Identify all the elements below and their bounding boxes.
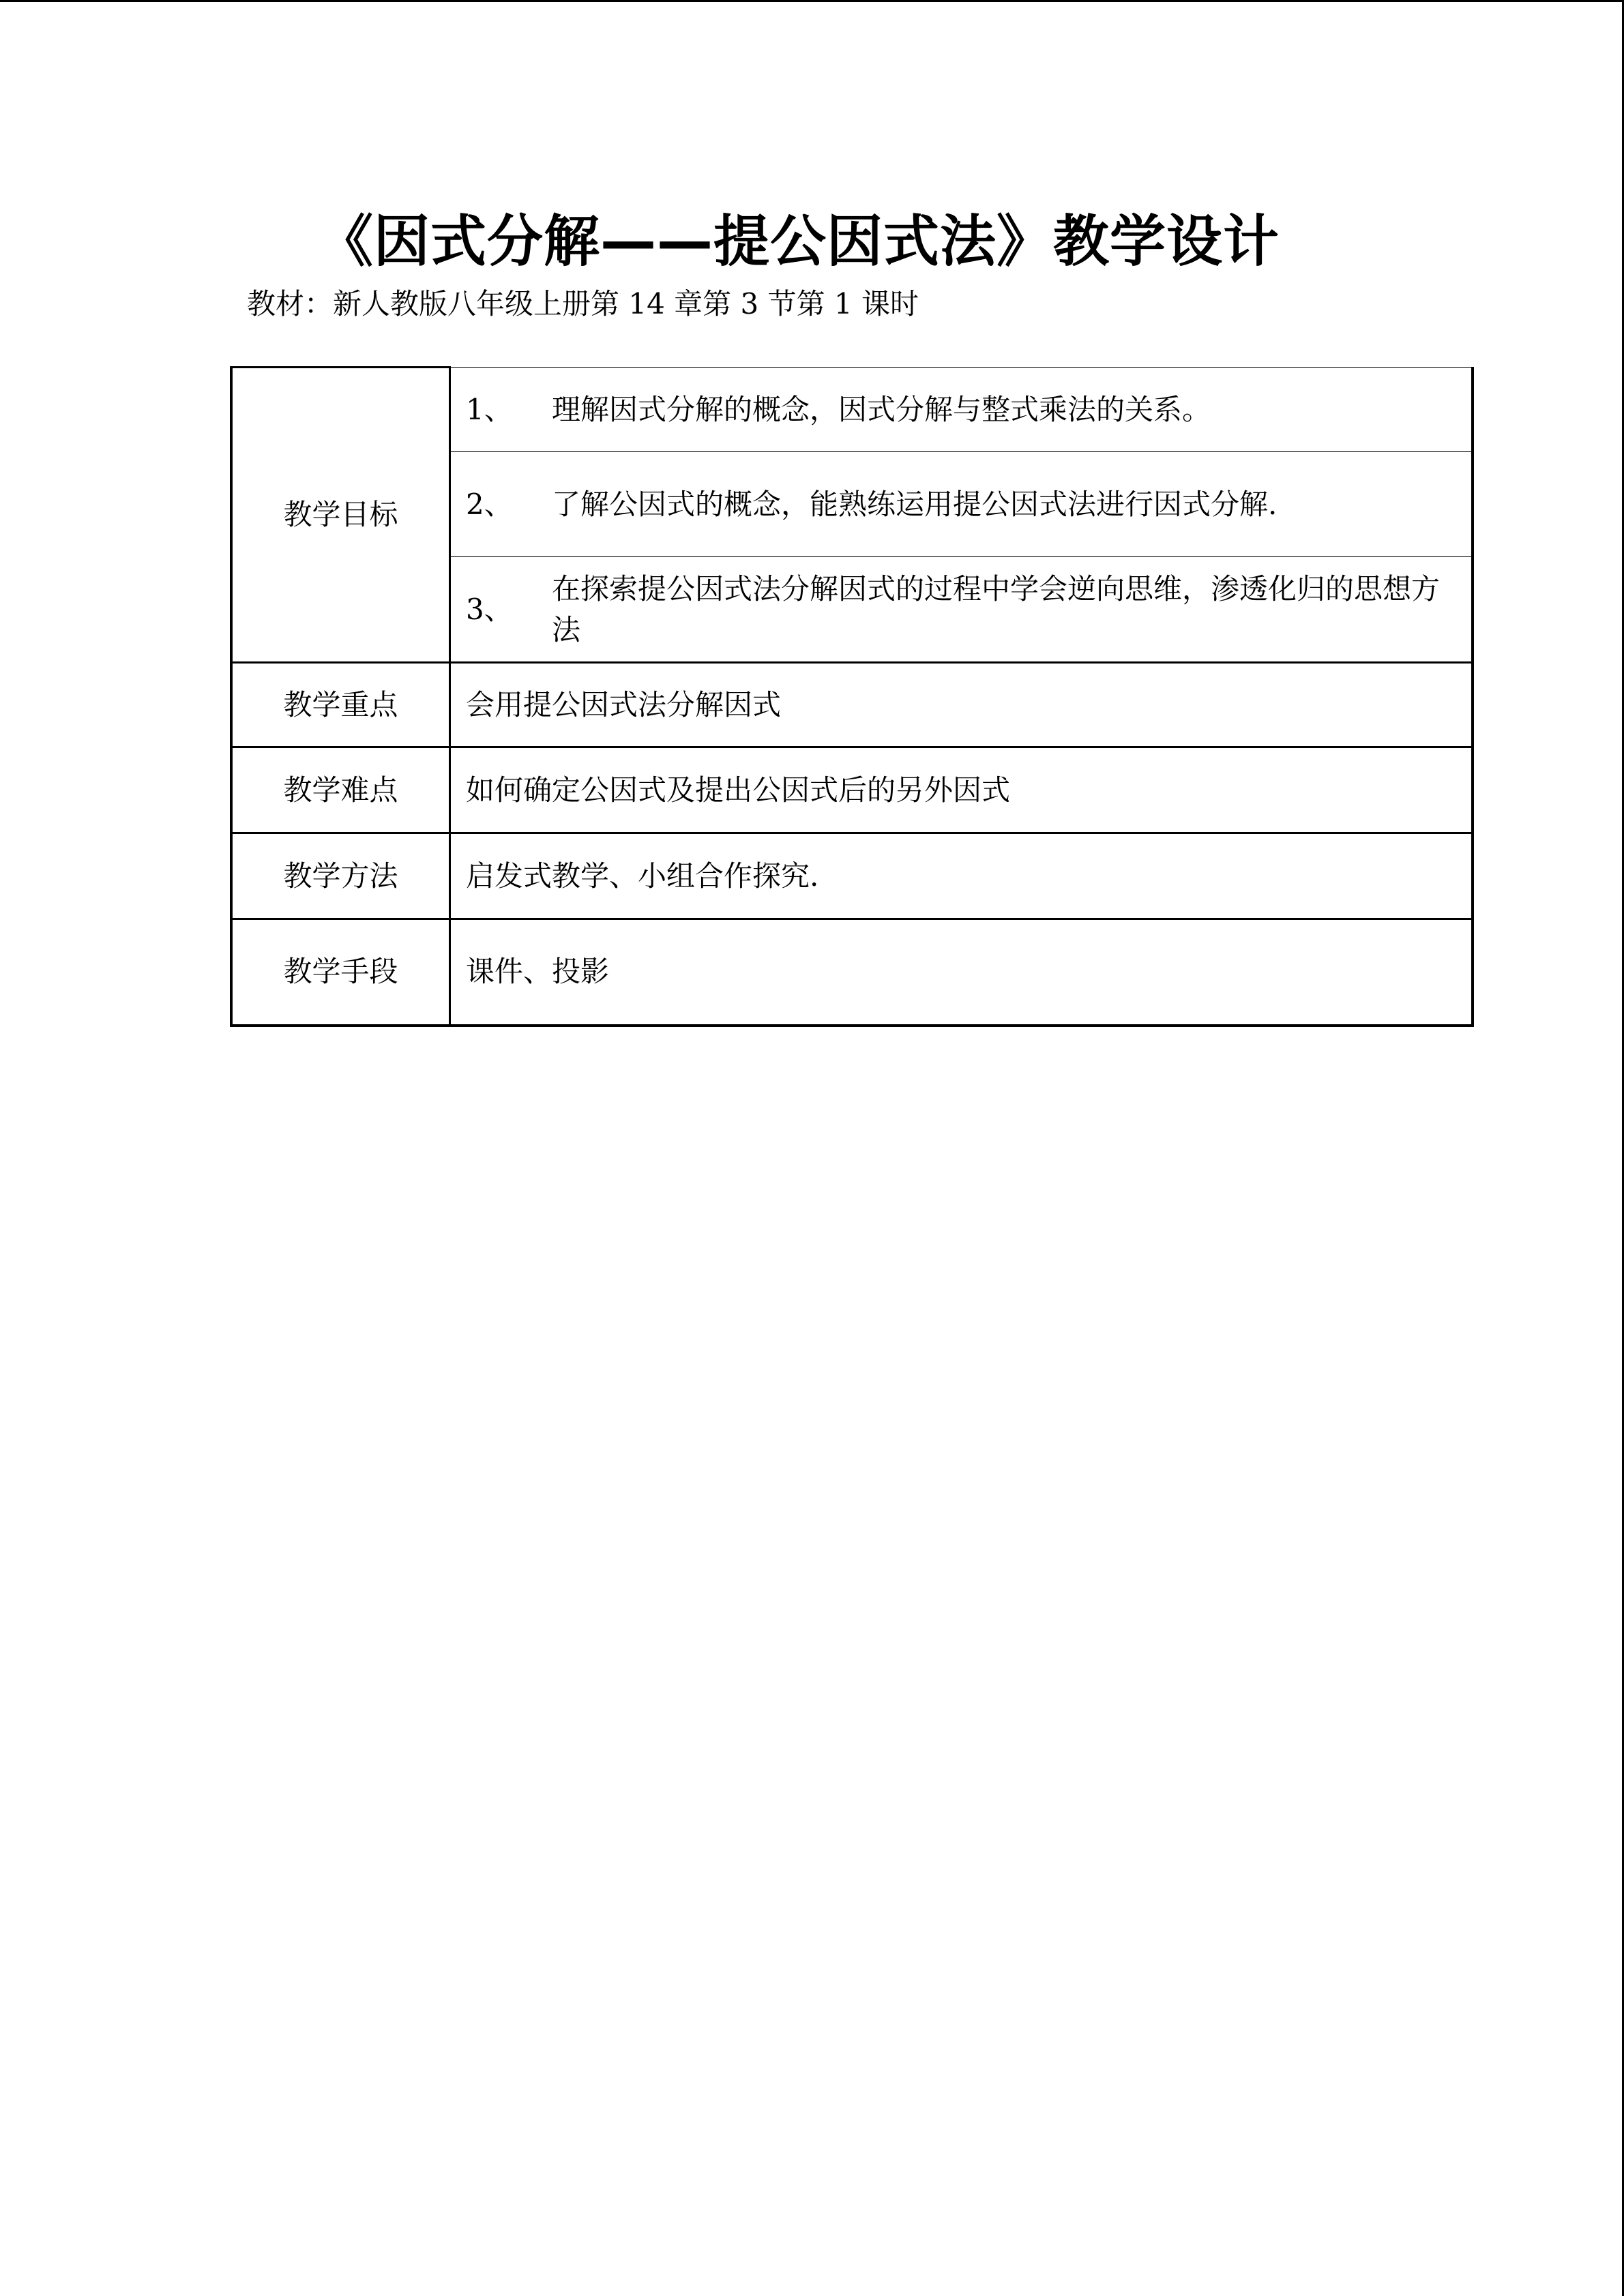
method-label: 教学方法 (231, 833, 450, 919)
table-row (231, 663, 1473, 747)
page-top-border (0, 0, 1624, 2)
objective-number: 2、 (466, 487, 513, 521)
means-value: 课件、投影 (450, 919, 1473, 1026)
means-label: 教学手段 (231, 919, 450, 1026)
lesson-plan-table (230, 366, 1474, 1027)
table-row (231, 747, 1473, 833)
objective-text: 在探索提公因式法分解因式的过程中学会逆向思维，渗透化归的思想方法 (552, 571, 1441, 646)
table-row (231, 919, 1473, 1026)
objective-number: 3、 (466, 592, 513, 626)
objective-text: 理解因式分解的概念，因式分解与整式乘法的关系。 (552, 392, 1211, 426)
key-point-label: 教学重点 (231, 663, 450, 747)
table-row (231, 368, 1473, 452)
key-point-value: 会用提公因式法分解因式 (450, 663, 1473, 747)
method-value: 启发式教学、小组合作探究. (450, 833, 1473, 919)
objective-item (450, 452, 1473, 557)
objective-text: 了解公因式的概念，能熟练运用提公因式法进行因式分解. (552, 487, 1278, 521)
difficulty-label: 教学难点 (231, 747, 450, 833)
difficulty-value: 如何确定公因式及提出公因式后的另外因式 (450, 747, 1473, 833)
document-subtitle: 教材：新人教版八年级上册第 14 章第 3 节第 1 课时 (247, 287, 919, 320)
objectives-label: 教学目标 (231, 368, 450, 663)
objective-item (450, 368, 1473, 452)
document-title: 《因式分解——提公因式法》教学设计 (316, 209, 1280, 274)
table-row (231, 833, 1473, 919)
objective-number: 1、 (466, 392, 513, 426)
objective-item (450, 557, 1473, 663)
